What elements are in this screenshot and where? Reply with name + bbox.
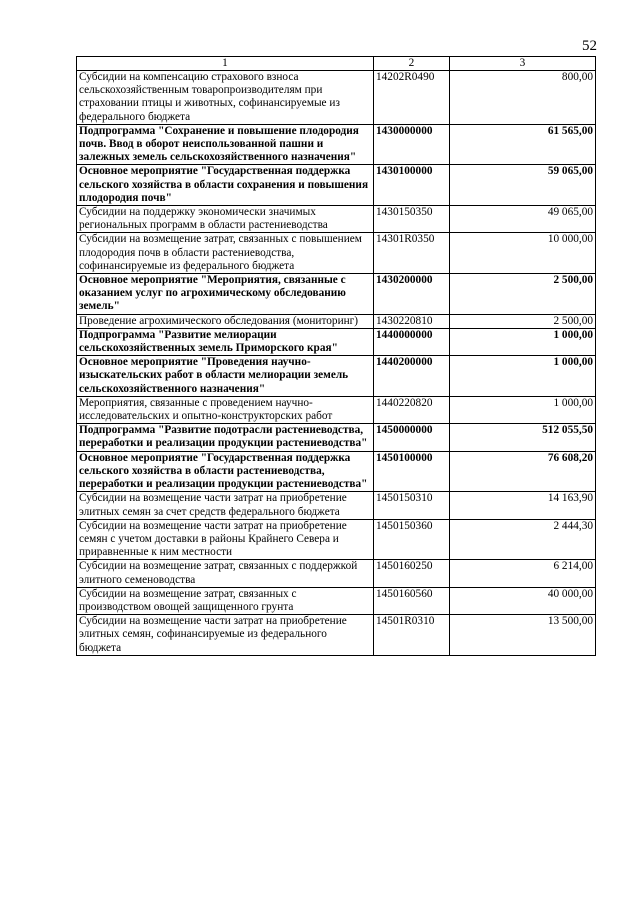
row-code-cell: 1430000000	[374, 124, 450, 165]
row-code-cell: 1450160560	[374, 587, 450, 614]
row-name-cell: Подпрограмма "Развитие подотрасли растениеводства, переработки и реализации продукции растениеводства"	[77, 424, 374, 451]
column-header-code: 2	[374, 57, 450, 71]
row-name-cell: Мероприятия, связанные с проведением научно-исследовательских и опытно-конструкторских работ	[77, 396, 374, 423]
page-number: 52	[582, 38, 597, 54]
row-amount-cell: 6 214,00	[450, 560, 596, 587]
row-name-cell: Субсидии на возмещение части затрат на приобретение семян с учетом доставки в районы Крайнего Севера и приравненные к ним местности	[77, 519, 374, 560]
row-amount-cell: 40 000,00	[450, 587, 596, 614]
row-name-cell: Субсидии на поддержку экономически значимых региональных программ в области растениеводства	[77, 206, 374, 233]
table-row	[77, 356, 596, 397]
row-amount-cell: 13 500,00	[450, 615, 596, 656]
row-code-cell: 1450160250	[374, 560, 450, 587]
row-amount-cell: 1 000,00	[450, 328, 596, 355]
row-amount-cell: 10 000,00	[450, 233, 596, 274]
row-name-cell: Проведение агрохимического обследования (мониторинг)	[77, 314, 374, 328]
row-name-cell: Основное мероприятие "Мероприятия, связанные с оказанием услуг по агрохимическому обследованию земель"	[77, 274, 374, 315]
row-code-cell: 14301R0350	[374, 233, 450, 274]
row-amount-cell: 61 565,00	[450, 124, 596, 165]
table-row	[77, 206, 596, 233]
row-code-cell: 1450000000	[374, 424, 450, 451]
row-code-cell: 1450150360	[374, 519, 450, 560]
row-code-cell: 1440220820	[374, 396, 450, 423]
table-row	[77, 124, 596, 165]
row-code-cell: 1430150350	[374, 206, 450, 233]
row-name-cell: Субсидии на компенсацию страхового взноса сельскохозяйственным товаропроизводителям при страховании птицы и животных, софинансируемые из федерального бюджета	[77, 71, 374, 125]
table-row	[77, 274, 596, 315]
row-name-cell: Основное мероприятие "Проведения научно-изыскательских работ в области мелиорации земель сельскохозяйственного назначения"	[77, 356, 374, 397]
row-name-cell: Подпрограмма "Развитие мелиорации сельскохозяйственных земель Приморского края"	[77, 328, 374, 355]
table-row	[77, 233, 596, 274]
row-name-cell: Подпрограмма "Сохранение и повышение плодородия почв. Ввод в оборот неиспользованной пашни и залежных земель сельскохозяйственного назначения"	[77, 124, 374, 165]
header-row	[77, 57, 596, 71]
row-code-cell: 1450100000	[374, 451, 450, 492]
table-row	[77, 71, 596, 125]
table-row	[77, 396, 596, 423]
row-code-cell: 1430220810	[374, 314, 450, 328]
row-amount-cell: 512 055,50	[450, 424, 596, 451]
row-amount-cell: 76 608,20	[450, 451, 596, 492]
row-code-cell: 1430200000	[374, 274, 450, 315]
row-name-cell: Субсидии на возмещение затрат, связанных с повышением плодородия почв в области растениеводства, софинансируемые из федерального бюджета	[77, 233, 374, 274]
row-amount-cell: 2 444,30	[450, 519, 596, 560]
row-name-cell: Субсидии на возмещение части затрат на приобретение элитных семян, софинансируемые из федерального бюджета	[77, 615, 374, 656]
table-row	[77, 165, 596, 206]
row-name-cell: Основное мероприятие "Государственная поддержка сельского хозяйства в области растениеводства, переработки и реализации продукции растениеводства"	[77, 451, 374, 492]
row-code-cell: 1430100000	[374, 165, 450, 206]
table-row	[77, 615, 596, 656]
column-header-amount: 3	[450, 57, 596, 71]
row-amount-cell: 59 065,00	[450, 165, 596, 206]
row-amount-cell: 1 000,00	[450, 396, 596, 423]
table-row	[77, 560, 596, 587]
table-body	[77, 71, 596, 656]
row-amount-cell: 1 000,00	[450, 356, 596, 397]
row-name-cell: Субсидии на возмещение затрат, связанных с поддержкой элитного семеноводства	[77, 560, 374, 587]
row-amount-cell: 14 163,90	[450, 492, 596, 519]
row-name-cell: Основное мероприятие "Государственная поддержка сельского хозяйства в области сохранения и повышения плодородия почв"	[77, 165, 374, 206]
column-header-name: 1	[77, 57, 374, 71]
row-name-cell: Субсидии на возмещение затрат, связанных с производством овощей защищенного грунта	[77, 587, 374, 614]
row-amount-cell: 2 500,00	[450, 274, 596, 315]
table-row	[77, 451, 596, 492]
table-row	[77, 424, 596, 451]
table-row	[77, 492, 596, 519]
row-code-cell: 1440000000	[374, 328, 450, 355]
table-row	[77, 519, 596, 560]
row-amount-cell: 49 065,00	[450, 206, 596, 233]
table-row	[77, 328, 596, 355]
row-code-cell: 14202R0490	[374, 71, 450, 125]
row-name-cell: Субсидии на возмещение части затрат на приобретение элитных семян за счет средств федерального бюджета	[77, 492, 374, 519]
table-row	[77, 587, 596, 614]
table-row	[77, 314, 596, 328]
row-code-cell: 1440200000	[374, 356, 450, 397]
row-code-cell: 1450150310	[374, 492, 450, 519]
table-header	[77, 57, 596, 71]
row-amount-cell: 800,00	[450, 71, 596, 125]
row-code-cell: 14501R0310	[374, 615, 450, 656]
row-amount-cell: 2 500,00	[450, 314, 596, 328]
budget-table	[76, 56, 596, 656]
